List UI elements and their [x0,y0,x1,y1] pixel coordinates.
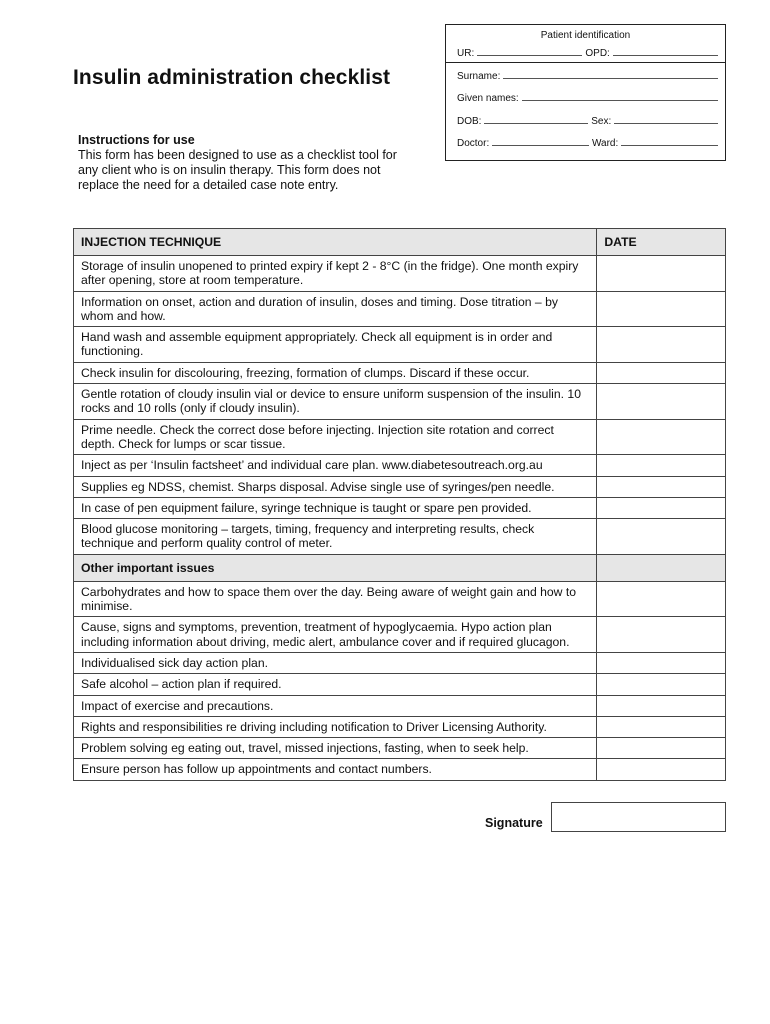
table-row [74,581,726,617]
checklist-item: Supplies eg NDSS, chemist. Sharps disposal. Advise single use of syringes/pen needle. [74,476,597,497]
table-row [74,738,726,759]
instructions [78,133,408,193]
table-row [74,497,726,518]
table-header-row [74,229,726,256]
surname-field[interactable] [503,69,718,79]
table-row [74,384,726,420]
sex-field[interactable] [614,114,718,124]
date-cell[interactable] [597,759,726,780]
patient-identification-title: Patient identification [540,30,631,41]
checklist-item: Individualised sick day action plan. [74,652,597,673]
checklist-item: Safe alcohol – action plan if required. [74,674,597,695]
date-cell[interactable] [597,291,726,327]
checklist-item: In case of pen equipment failure, syringe technique is taught or spare pen provided. [74,497,597,518]
checklist-item: Ensure person has follow up appointments and contact numbers. [74,759,597,780]
ur-field[interactable] [477,46,582,56]
ward-field[interactable] [621,136,718,146]
dob-field[interactable] [484,114,588,124]
ward-label: Ward: [591,138,619,149]
checklist-item: Gentle rotation of cloudy insulin vial or device to ensure uniform suspension of the insulin. 10 rocks and 10 rolls (only if cloudy insulin). [74,384,597,420]
date-cell[interactable] [597,519,726,555]
patient-identification-box [445,24,726,161]
table-row [74,476,726,497]
table-row [74,291,726,327]
date-cell[interactable] [597,327,726,363]
checklist-item: Information on onset, action and duration of insulin, doses and timing. Dose titration – by whom and how. [74,291,597,327]
checklist-item: Hand wash and assemble equipment appropriately. Check all equipment is in order and functioning. [74,327,597,363]
surname-row [457,69,718,82]
table-row [74,256,726,292]
dob-label: DOB: [457,116,482,127]
instructions-body: This form has been designed to use as a checklist tool for any client who is on insulin therapy. This form does not replace the need for a detailed case note entry. [78,148,397,192]
checklist-item: Carbohydrates and how to space them over the day. Being aware of weight gain and how to minimise. [74,581,597,617]
date-cell[interactable] [597,652,726,673]
checklist-item: Inject as per ‘Insulin factsheet’ and individual care plan. www.diabetesoutreach.org.au [74,455,597,476]
date-cell [597,554,726,581]
date-cell[interactable] [597,581,726,617]
surname-label: Surname: [457,71,501,82]
checklist-item: Prime needle. Check the correct dose before injecting. Injection site rotation and correct depth. Check for lumps or scar tissue. [74,419,597,455]
section-header-row [74,554,726,581]
date-cell[interactable] [597,455,726,476]
table-row [74,695,726,716]
table-row [74,674,726,695]
other-issues-header: Other important issues [74,554,597,581]
ur-label: UR: [457,48,475,59]
table-row [74,455,726,476]
form-title: Insulin administration checklist [73,66,391,89]
sex-label: Sex: [591,116,612,127]
date-cell[interactable] [597,716,726,737]
instructions-heading: Instructions for use [78,133,195,147]
given-names-field[interactable] [522,91,718,101]
opd-field[interactable] [613,46,718,56]
date-cell[interactable] [597,419,726,455]
checklist-item: Storage of insulin unopened to printed expiry if kept 2 - 8°C (in the fridge). One month expiry after opening, store at room temperature. [74,256,597,292]
table-row [74,652,726,673]
date-cell[interactable] [597,674,726,695]
date-cell[interactable] [597,617,726,653]
date-cell[interactable] [597,384,726,420]
table-row [74,617,726,653]
signature-field[interactable] [551,802,726,832]
opd-label: OPD: [585,48,610,59]
date-cell[interactable] [597,362,726,383]
table-row [74,519,726,555]
divider [446,62,725,63]
table-row [74,419,726,455]
injection-technique-header: INJECTION TECHNIQUE [74,229,597,256]
table-row [74,759,726,780]
checklist-item: Rights and responsibilities re driving including notification to Driver Licensing Authority. [74,716,597,737]
checklist-item: Problem solving eg eating out, travel, missed injections, fasting, when to seek help. [74,738,597,759]
date-cell[interactable] [597,738,726,759]
table-row [74,327,726,363]
signature-label: Signature [485,816,543,830]
dob-sex-row [457,114,718,127]
doctor-label: Doctor: [457,138,490,149]
table-row [74,716,726,737]
given-names-row [457,91,718,104]
checklist-item: Impact of exercise and precautions. [74,695,597,716]
table-row [74,362,726,383]
checklist-item: Blood glucose monitoring – targets, timing, frequency and interpreting results, check technique and perform quality control of meter. [74,519,597,555]
doctor-field[interactable] [492,136,589,146]
date-cell[interactable] [597,695,726,716]
date-cell[interactable] [597,256,726,292]
given-names-label: Given names: [457,93,519,104]
checklist-item: Cause, signs and symptoms, prevention, treatment of hypoglycaemia. Hypo action plan including information about driving, medic alert, ambulance cover and if required glucagon. [74,617,597,653]
date-cell[interactable] [597,497,726,518]
checklist-table [73,228,726,781]
checklist-item: Check insulin for discolouring, freezing, formation of clumps. Discard if these occur. [74,362,597,383]
doctor-ward-row [457,136,718,149]
ur-opd-row [457,46,718,59]
date-header: DATE [597,229,726,256]
date-cell[interactable] [597,476,726,497]
